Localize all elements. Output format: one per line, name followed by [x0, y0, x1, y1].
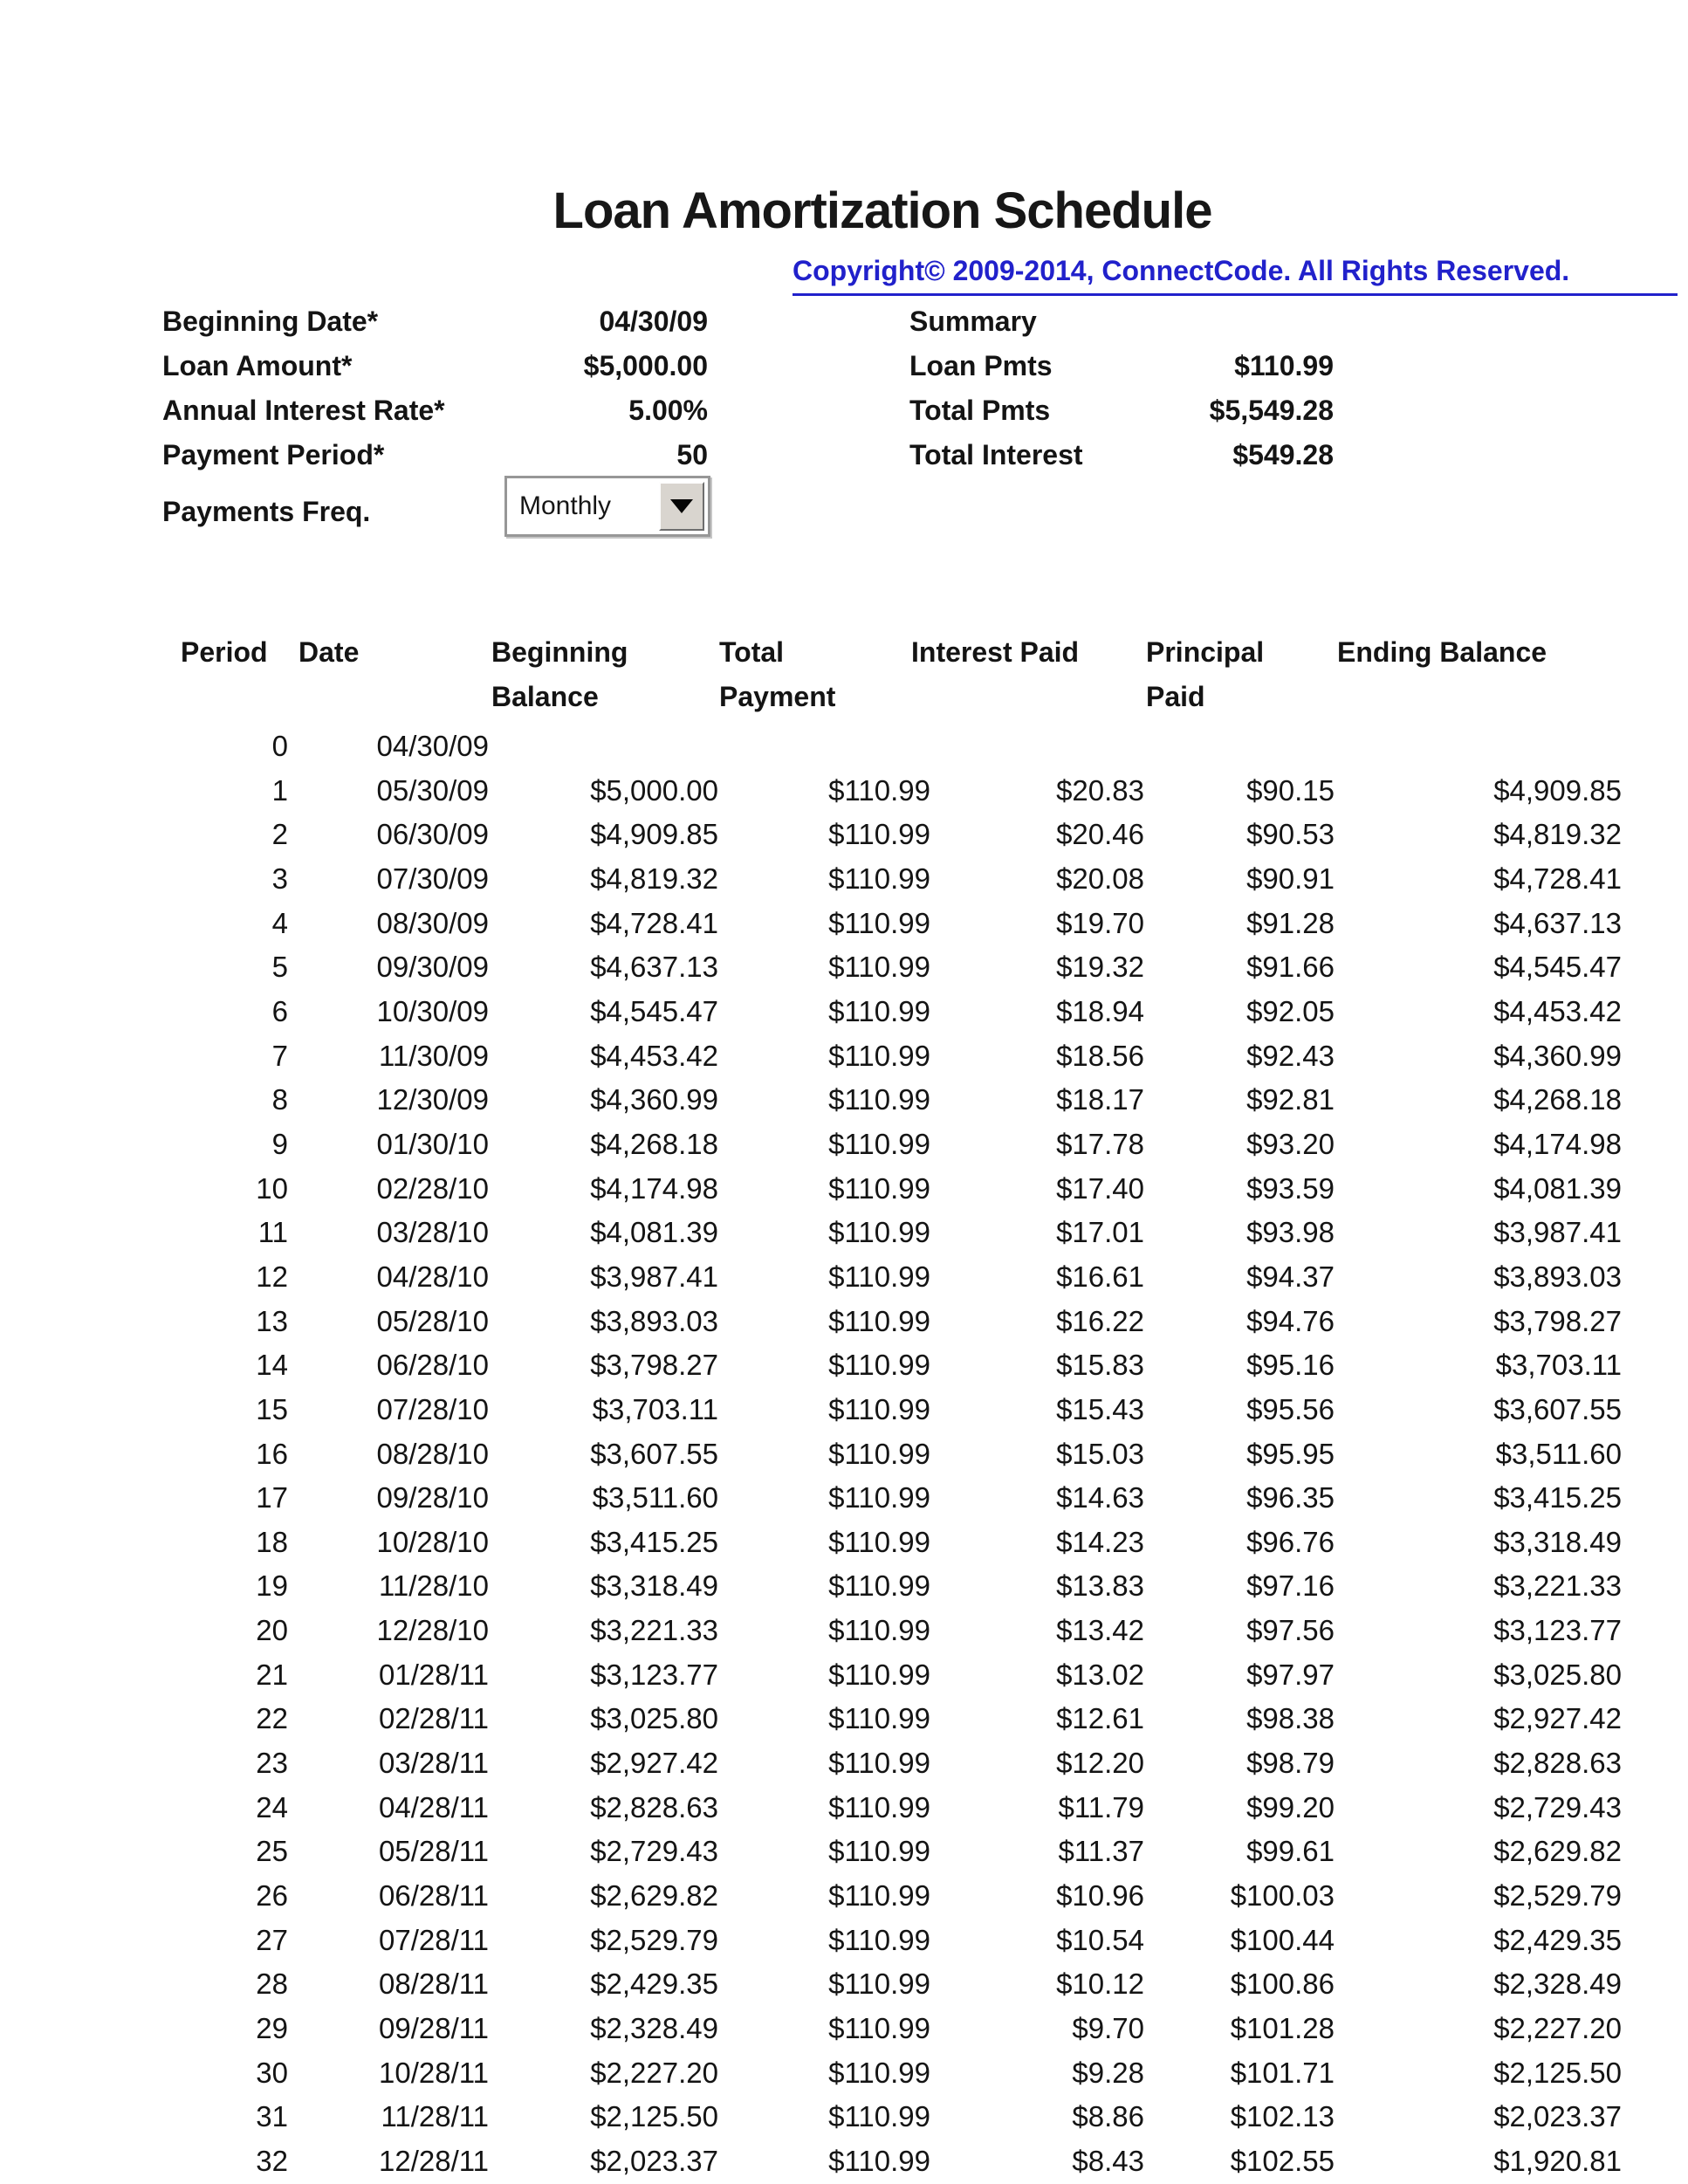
cell-total-payment: $110.99	[828, 1171, 930, 1205]
table-row	[122, 1432, 1622, 1477]
cell-period: 32	[256, 2145, 288, 2177]
cell-principal-paid: $90.91	[1246, 862, 1335, 895]
cell-period: 0	[271, 730, 288, 762]
cell-date: 12/28/10	[376, 1614, 489, 1647]
table-row	[122, 1476, 1622, 1521]
cell-principal-paid: $97.16	[1246, 1569, 1335, 1603]
table-row	[122, 1078, 1622, 1123]
cell-interest-paid: $16.22	[1056, 1304, 1144, 1337]
cell-beginning-balance: $3,221.33	[590, 1614, 718, 1647]
cell-date: 04/30/09	[376, 730, 489, 762]
cell-total-payment: $110.99	[828, 818, 930, 851]
table-row	[122, 857, 1622, 902]
cell-date: 06/30/09	[376, 818, 489, 851]
cell-principal-paid: $100.44	[1230, 1923, 1335, 1956]
cell-date: 07/28/11	[378, 1923, 489, 1956]
cell-interest-paid: $18.56	[1056, 1039, 1144, 1072]
cell-interest-paid: $20.46	[1056, 818, 1144, 851]
table-row	[122, 1786, 1622, 1830]
cell-ending-balance: $3,511.60	[1495, 1437, 1622, 1470]
cell-beginning-balance: $4,819.32	[590, 862, 718, 895]
cell-interest-paid: $17.40	[1056, 1171, 1144, 1205]
cell-total-payment: $110.99	[828, 1039, 930, 1072]
table-row	[122, 1255, 1622, 1300]
cell-total-payment: $110.99	[828, 1835, 930, 1868]
cell-period: 11	[257, 1216, 288, 1249]
cell-beginning-balance: $2,429.35	[590, 1968, 718, 2001]
table-row	[122, 2139, 1622, 2184]
cell-period: 19	[256, 1569, 288, 1603]
cell-principal-paid: $92.05	[1246, 994, 1335, 1027]
cell-principal-paid: $96.35	[1246, 1481, 1335, 1514]
cell-interest-paid: $14.63	[1056, 1481, 1144, 1514]
cell-date: 09/28/10	[376, 1481, 489, 1514]
cell-beginning-balance: $3,123.77	[590, 1658, 718, 1691]
cell-period: 5	[271, 951, 288, 984]
cell-interest-paid: $17.78	[1056, 1127, 1144, 1160]
payments-freq-label: Payments Freq.	[162, 496, 371, 527]
cell-principal-paid: $95.56	[1246, 1392, 1335, 1425]
cell-principal-paid: $99.61	[1246, 1835, 1335, 1868]
cell-total-payment: $110.99	[828, 1879, 930, 1913]
column-header-total-payment: Total Payment	[719, 636, 836, 712]
cell-interest-paid	[930, 725, 1144, 769]
cell-period: 1	[271, 773, 288, 807]
cell-date: 08/28/11	[378, 1968, 489, 2001]
cell-total-payment: $110.99	[828, 2012, 930, 2045]
cell-beginning-balance: $2,927.42	[590, 1747, 718, 1780]
param-value-payment-period: 50	[676, 439, 708, 470]
payments-freq-selected-value[interactable]: Monthly	[519, 491, 612, 520]
copyright-link[interactable]: Copyright© 2009-2014, ConnectCode. All Rights Reserved.	[793, 255, 1678, 296]
cell-interest-paid: $10.12	[1056, 1968, 1144, 2001]
column-header-interest-paid: Interest Paid	[911, 636, 1080, 668]
cell-period: 27	[256, 1923, 288, 1956]
cell-interest-paid: $15.83	[1056, 1349, 1144, 1382]
cell-ending-balance: $4,268.18	[1493, 1083, 1622, 1116]
table-row	[122, 1874, 1622, 1919]
cell-beginning-balance: $2,227.20	[590, 2056, 718, 2089]
cell-total-payment: $110.99	[828, 951, 930, 984]
cell-principal-paid: $101.71	[1230, 2056, 1335, 2089]
cell-beginning-balance: $2,125.50	[590, 2100, 718, 2133]
cell-date: 03/28/11	[378, 1747, 489, 1780]
cell-total-payment: $110.99	[828, 906, 930, 939]
cell-period: 12	[256, 1260, 288, 1293]
cell-interest-paid: $20.08	[1056, 862, 1144, 895]
cell-principal-paid: $100.86	[1230, 1968, 1335, 2001]
cell-date: 01/30/10	[376, 1127, 489, 1160]
column-header-ending-balance: Ending Balance	[1337, 636, 1547, 668]
cell-ending-balance: $3,798.27	[1493, 1304, 1622, 1337]
cell-principal-paid: $99.20	[1246, 1790, 1335, 1823]
table-row	[122, 1343, 1622, 1388]
cell-period: 8	[271, 1083, 288, 1116]
cell-ending-balance: $3,703.11	[1495, 1349, 1622, 1382]
table-row	[122, 1609, 1622, 1653]
cell-principal-paid: $92.81	[1246, 1083, 1335, 1116]
cell-interest-paid: $19.70	[1056, 906, 1144, 939]
table-row	[122, 1830, 1622, 1874]
table-row	[122, 1123, 1622, 1167]
cell-period: 4	[271, 906, 288, 939]
cell-ending-balance: $2,328.49	[1493, 1968, 1622, 2001]
column-header-principal-paid: Principal Paid	[1146, 636, 1265, 712]
cell-ending-balance: $3,221.33	[1493, 1569, 1622, 1603]
cell-date: 11/28/10	[378, 1569, 489, 1603]
summary-heading: Summary	[909, 306, 1037, 337]
cell-total-payment: $110.99	[828, 1923, 930, 1956]
cell-beginning-balance: $2,629.82	[590, 1879, 718, 1913]
cell-period: 2	[271, 818, 288, 851]
cell-ending-balance: $2,828.63	[1493, 1747, 1622, 1780]
cell-interest-paid: $12.20	[1056, 1747, 1144, 1780]
summary-value-total-pmts: $5,549.28	[1209, 395, 1334, 426]
dropdown-arrow-button[interactable]	[659, 482, 704, 531]
cell-period: 17	[256, 1481, 288, 1514]
cell-total-payment: $110.99	[828, 1304, 930, 1337]
cell-date: 06/28/10	[376, 1349, 489, 1382]
cell-total-payment: $110.99	[828, 1658, 930, 1691]
cell-principal-paid: $94.76	[1246, 1304, 1335, 1337]
cell-ending-balance: $4,453.42	[1493, 994, 1622, 1027]
cell-total-payment: $110.99	[828, 862, 930, 895]
cell-beginning-balance: $4,453.42	[590, 1039, 718, 1072]
cell-principal-paid: $100.03	[1230, 1879, 1335, 1913]
cell-date: 06/28/11	[378, 1879, 489, 1913]
cell-total-payment: $110.99	[828, 1437, 930, 1470]
cell-beginning-balance: $4,728.41	[590, 906, 718, 939]
cell-principal-paid: $93.98	[1246, 1216, 1335, 1249]
cell-interest-paid: $9.70	[1072, 2012, 1144, 2045]
table-row	[122, 1962, 1622, 2007]
amortization-table	[122, 725, 1622, 2184]
table-row	[122, 945, 1622, 990]
cell-total-payment: $110.99	[828, 1083, 930, 1116]
cell-beginning-balance	[489, 725, 718, 769]
column-header-period: Period	[181, 636, 268, 668]
param-value-annual-interest-rate: 5.00%	[628, 395, 708, 426]
cell-period: 25	[256, 1835, 288, 1868]
table-row	[122, 1697, 1622, 1741]
cell-ending-balance: $4,728.41	[1493, 862, 1622, 895]
table-row	[122, 2051, 1622, 2096]
cell-beginning-balance: $3,415.25	[590, 1525, 718, 1558]
cell-total-payment: $110.99	[828, 2145, 930, 2177]
cell-total-payment: $110.99	[828, 1525, 930, 1558]
cell-period: 6	[271, 994, 288, 1027]
table-row	[122, 1741, 1622, 1786]
cell-principal-paid: $97.56	[1246, 1614, 1335, 1647]
cell-period: 30	[256, 2056, 288, 2089]
cell-interest-paid: $13.42	[1056, 1614, 1144, 1647]
cell-interest-paid: $11.37	[1058, 1835, 1144, 1868]
table-row	[122, 1167, 1622, 1212]
cell-total-payment: $110.99	[828, 1968, 930, 2001]
table-row	[122, 813, 1622, 857]
cell-total-payment: $110.99	[828, 1790, 930, 1823]
summary-label-total-interest: Total Interest	[909, 439, 1083, 470]
cell-period: 22	[256, 1702, 288, 1735]
cell-principal-paid: $95.95	[1246, 1437, 1335, 1470]
cell-total-payment: $110.99	[828, 1392, 930, 1425]
cell-total-payment: $110.99	[828, 773, 930, 807]
cell-principal-paid: $94.37	[1246, 1260, 1335, 1293]
cell-interest-paid: $18.17	[1056, 1083, 1144, 1116]
table-row	[122, 2007, 1622, 2051]
cell-ending-balance: $4,909.85	[1493, 773, 1622, 807]
cell-interest-paid: $17.01	[1056, 1216, 1144, 1249]
cell-interest-paid: $16.61	[1056, 1260, 1144, 1293]
payments-freq-dropdown[interactable]	[504, 476, 710, 537]
cell-date: 10/30/09	[376, 994, 489, 1027]
cell-period: 14	[256, 1349, 288, 1382]
cell-total-payment: $110.99	[828, 1614, 930, 1647]
cell-interest-paid: $10.54	[1056, 1923, 1144, 1956]
cell-date: 05/28/11	[378, 1835, 489, 1868]
cell-interest-paid: $8.43	[1072, 2145, 1144, 2177]
cell-beginning-balance: $2,828.63	[590, 1790, 718, 1823]
cell-date: 10/28/10	[376, 1525, 489, 1558]
cell-beginning-balance: $3,703.11	[592, 1392, 718, 1425]
cell-total-payment: $110.99	[828, 1216, 930, 1249]
table-row	[122, 1034, 1622, 1079]
cell-principal-paid: $98.38	[1246, 1702, 1335, 1735]
cell-interest-paid: $11.79	[1058, 1790, 1144, 1823]
cell-principal-paid: $98.79	[1246, 1747, 1335, 1780]
cell-total-payment: $110.99	[828, 1702, 930, 1735]
cell-date: 12/28/11	[378, 2145, 489, 2177]
cell-date: 02/28/10	[376, 1171, 489, 1205]
param-label-payment-period: Payment Period*	[162, 439, 385, 470]
cell-period: 31	[256, 2100, 288, 2133]
cell-ending-balance: $2,125.50	[1493, 2056, 1622, 2089]
table-row	[122, 1564, 1622, 1609]
table-row	[122, 725, 1622, 769]
cell-ending-balance: $4,174.98	[1493, 1127, 1622, 1160]
cell-principal-paid: $101.28	[1230, 2012, 1335, 2045]
cell-beginning-balance: $4,909.85	[590, 818, 718, 851]
cell-beginning-balance: $4,545.47	[590, 994, 718, 1027]
cell-beginning-balance: $4,360.99	[590, 1083, 718, 1116]
cell-period: 28	[256, 1968, 288, 2001]
cell-principal-paid: $102.55	[1230, 2145, 1335, 2177]
cell-beginning-balance: $4,174.98	[590, 1171, 718, 1205]
cell-principal-paid: $91.66	[1246, 951, 1335, 984]
cell-beginning-balance: $3,607.55	[590, 1437, 718, 1470]
cell-ending-balance: $2,227.20	[1493, 2012, 1622, 2045]
cell-period: 15	[256, 1392, 288, 1425]
summary-label-loan-pmts: Loan Pmts	[909, 350, 1053, 381]
cell-interest-paid: $20.83	[1056, 773, 1144, 807]
cell-ending-balance: $2,529.79	[1493, 1879, 1622, 1913]
cell-beginning-balance: $2,328.49	[590, 2012, 718, 2045]
cell-ending-balance: $3,607.55	[1493, 1392, 1622, 1425]
cell-period: 7	[271, 1039, 288, 1072]
cell-ending-balance: $2,023.37	[1493, 2100, 1622, 2133]
cell-ending-balance: $2,629.82	[1493, 1835, 1622, 1868]
cell-beginning-balance: $3,798.27	[590, 1349, 718, 1382]
cell-beginning-balance: $2,023.37	[590, 2145, 718, 2177]
cell-total-payment: $110.99	[828, 1260, 930, 1293]
cell-date: 05/30/09	[376, 773, 489, 807]
cell-total-payment: $110.99	[828, 1127, 930, 1160]
cell-ending-balance: $2,429.35	[1493, 1923, 1622, 1956]
cell-interest-paid: $13.02	[1056, 1658, 1144, 1691]
cell-period: 21	[256, 1658, 288, 1691]
cell-date: 05/28/10	[376, 1304, 489, 1337]
cell-principal-paid: $97.97	[1246, 1658, 1335, 1691]
table-row	[122, 1919, 1622, 1963]
cell-beginning-balance: $3,318.49	[590, 1569, 718, 1603]
table-row	[122, 902, 1622, 946]
page-title: Loan Amortization Schedule	[552, 182, 1212, 239]
cell-total-payment: $110.99	[828, 2100, 930, 2133]
summary-label-total-pmts: Total Pmts	[909, 395, 1051, 426]
cell-ending-balance: $4,081.39	[1493, 1171, 1622, 1205]
cell-ending-balance: $2,729.43	[1493, 1790, 1622, 1823]
cell-beginning-balance: $3,987.41	[590, 1260, 718, 1293]
cell-ending-balance: $3,318.49	[1493, 1525, 1622, 1558]
cell-date: 09/30/09	[376, 951, 489, 984]
cell-beginning-balance: $4,637.13	[590, 951, 718, 984]
cell-ending-balance: $4,637.13	[1493, 906, 1622, 939]
param-label-loan-amount: Loan Amount*	[162, 350, 353, 381]
cell-ending-balance	[1335, 725, 1622, 769]
cell-total-payment	[718, 725, 930, 769]
cell-date: 04/28/11	[378, 1790, 489, 1823]
cell-date: 02/28/11	[378, 1702, 489, 1735]
cell-ending-balance: $3,123.77	[1493, 1614, 1622, 1647]
table-row	[122, 1300, 1622, 1344]
cell-total-payment: $110.99	[828, 1747, 930, 1780]
cell-ending-balance: $2,927.42	[1493, 1702, 1622, 1735]
cell-total-payment: $110.99	[828, 994, 930, 1027]
cell-total-payment: $110.99	[828, 2056, 930, 2089]
cell-date: 07/28/10	[376, 1392, 489, 1425]
param-label-annual-interest-rate: Annual Interest Rate*	[162, 395, 445, 426]
cell-date: 08/30/09	[376, 906, 489, 939]
cell-period: 29	[256, 2012, 288, 2045]
cell-beginning-balance: $4,268.18	[590, 1127, 718, 1160]
param-value-loan-amount: $5,000.00	[583, 350, 708, 381]
chevron-down-icon	[670, 499, 693, 513]
cell-period: 9	[271, 1127, 288, 1160]
summary-value-total-interest: $549.28	[1232, 439, 1334, 470]
cell-ending-balance: $4,545.47	[1493, 951, 1622, 984]
cell-total-payment: $110.99	[828, 1349, 930, 1382]
cell-period: 20	[256, 1614, 288, 1647]
table-row	[122, 1521, 1622, 1565]
cell-date: 10/28/11	[378, 2056, 489, 2089]
cell-period: 13	[256, 1304, 288, 1337]
param-value-beginning-date: 04/30/09	[599, 306, 708, 337]
table-row	[122, 769, 1622, 814]
cell-beginning-balance: $3,511.60	[592, 1481, 718, 1514]
table-row	[122, 1388, 1622, 1432]
cell-interest-paid: $18.94	[1056, 994, 1144, 1027]
param-label-beginning-date: Beginning Date*	[162, 306, 379, 337]
cell-period: 16	[256, 1437, 288, 1470]
cell-date: 09/28/11	[378, 2012, 489, 2045]
cell-principal-paid: $93.59	[1246, 1171, 1335, 1205]
column-header-date: Date	[298, 636, 360, 668]
cell-period: 18	[256, 1525, 288, 1558]
cell-beginning-balance: $3,025.80	[590, 1702, 718, 1735]
cell-beginning-balance: $4,081.39	[590, 1216, 718, 1249]
cell-principal-paid: $90.15	[1246, 773, 1335, 807]
cell-beginning-balance: $2,729.43	[590, 1835, 718, 1868]
cell-date: 08/28/10	[376, 1437, 489, 1470]
cell-period: 23	[256, 1747, 288, 1780]
cell-ending-balance: $3,893.03	[1493, 1260, 1622, 1293]
cell-beginning-balance: $5,000.00	[590, 773, 718, 807]
cell-period: 26	[256, 1879, 288, 1913]
cell-total-payment: $110.99	[828, 1481, 930, 1514]
cell-period: 24	[256, 1790, 288, 1823]
cell-period: 3	[271, 862, 288, 895]
cell-date: 03/28/10	[376, 1216, 489, 1249]
cell-total-payment: $110.99	[828, 1569, 930, 1603]
table-row	[122, 2095, 1622, 2139]
cell-beginning-balance: $2,529.79	[590, 1923, 718, 1956]
cell-principal-paid	[1144, 725, 1335, 769]
cell-interest-paid: $14.23	[1056, 1525, 1144, 1558]
cell-date: 07/30/09	[376, 862, 489, 895]
cell-ending-balance: $4,819.32	[1493, 818, 1622, 851]
column-header-beginning-balance: Beginning Balance	[491, 636, 628, 712]
cell-interest-paid: $12.61	[1056, 1702, 1144, 1735]
cell-interest-paid: $15.03	[1056, 1437, 1144, 1470]
cell-interest-paid: $10.96	[1056, 1879, 1144, 1913]
cell-principal-paid: $102.13	[1230, 2100, 1335, 2133]
cell-interest-paid: $15.43	[1056, 1392, 1144, 1425]
cell-interest-paid: $19.32	[1056, 951, 1144, 984]
summary-value-loan-pmts: $110.99	[1234, 350, 1334, 381]
cell-date: 11/30/09	[378, 1039, 489, 1072]
cell-principal-paid: $96.76	[1246, 1525, 1335, 1558]
cell-ending-balance: $4,360.99	[1493, 1039, 1622, 1072]
cell-date: 01/28/11	[378, 1658, 489, 1691]
cell-ending-balance: $3,415.25	[1493, 1481, 1622, 1514]
cell-principal-paid: $90.53	[1246, 818, 1335, 851]
cell-principal-paid: $95.16	[1246, 1349, 1335, 1382]
cell-beginning-balance: $3,893.03	[590, 1304, 718, 1337]
cell-period: 10	[256, 1171, 288, 1205]
cell-interest-paid: $8.86	[1072, 2100, 1144, 2133]
cell-date: 04/28/10	[376, 1260, 489, 1293]
cell-interest-paid: $13.83	[1056, 1569, 1144, 1603]
table-row	[122, 1211, 1622, 1255]
cell-interest-paid: $9.28	[1072, 2056, 1144, 2089]
cell-ending-balance: $3,025.80	[1493, 1658, 1622, 1691]
cell-ending-balance: $1,920.81	[1493, 2145, 1622, 2177]
cell-principal-paid: $91.28	[1246, 906, 1335, 939]
table-row	[122, 990, 1622, 1034]
cell-date: 12/30/09	[376, 1083, 489, 1116]
cell-principal-paid: $92.43	[1246, 1039, 1335, 1072]
cell-principal-paid: $93.20	[1246, 1127, 1335, 1160]
table-row	[122, 1653, 1622, 1698]
cell-ending-balance: $3,987.41	[1493, 1216, 1622, 1249]
cell-date: 11/28/11	[381, 2100, 489, 2133]
